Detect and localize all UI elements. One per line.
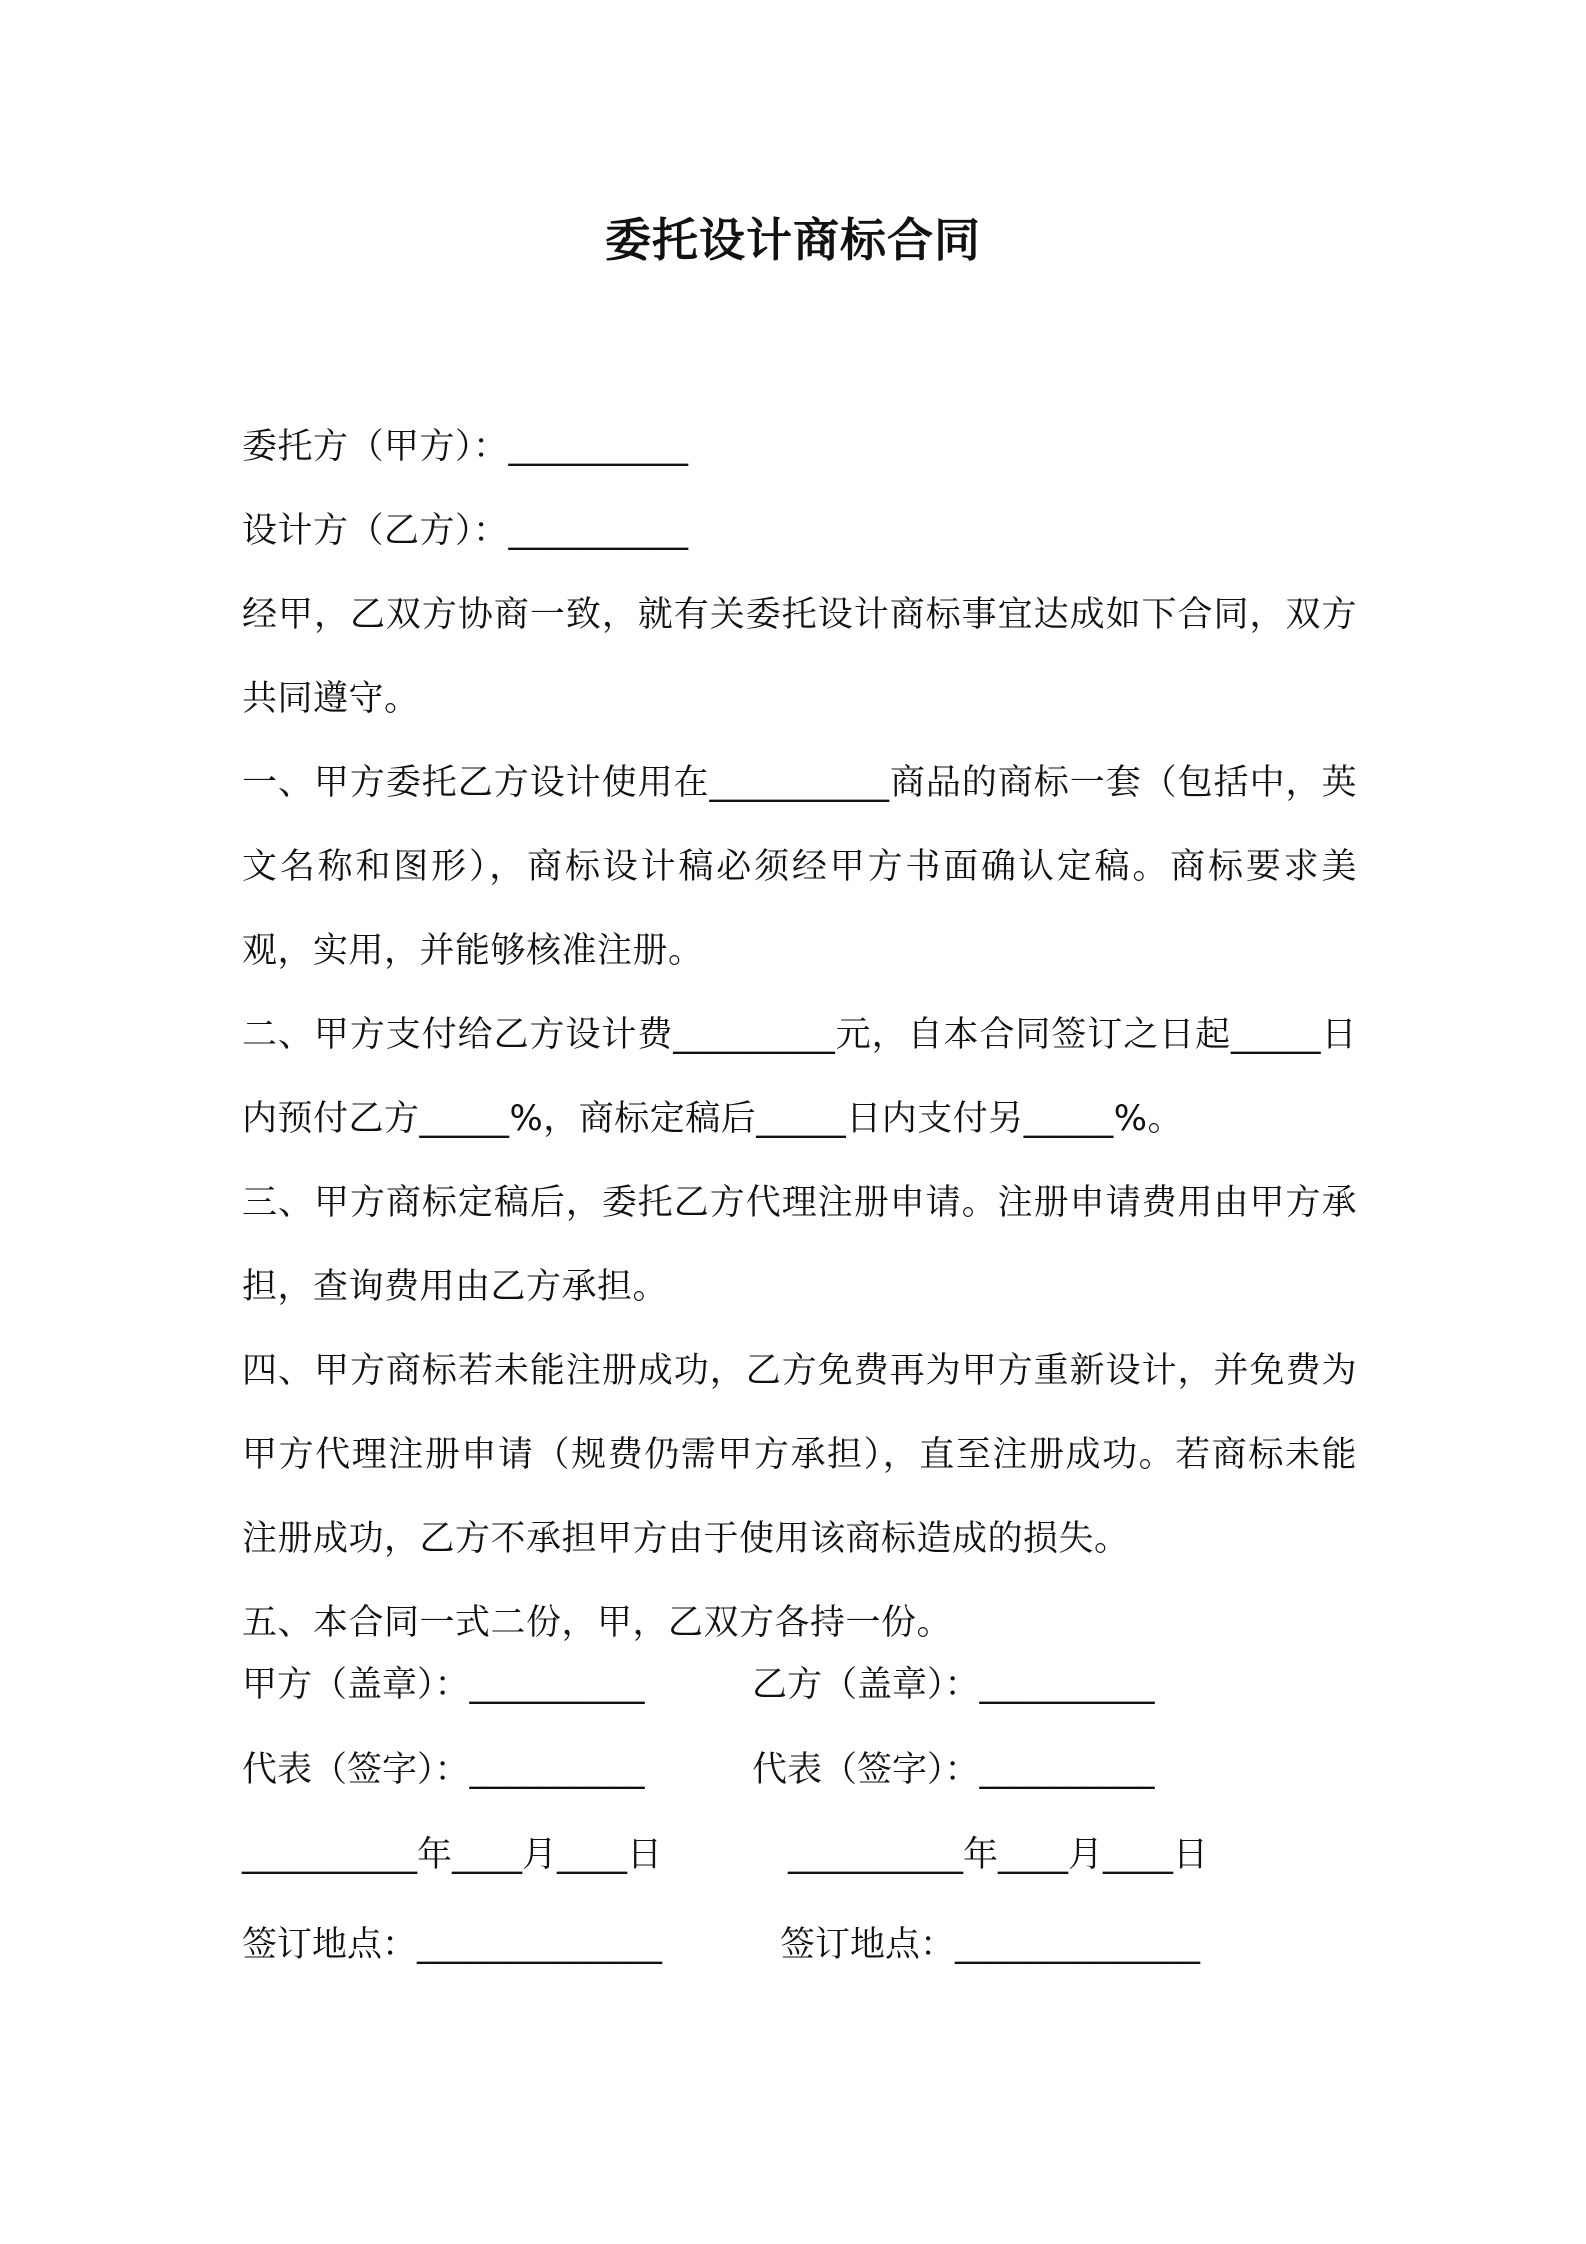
document-title: 委托设计商标合同 xyxy=(605,213,981,267)
party-a-date: __________年____月____日 xyxy=(242,1835,663,1875)
signing-place-row xyxy=(242,1915,1357,2155)
clause-4: 四、甲方商标若未能注册成功，乙方免费再为甲方重新设计，并免费为甲方代理注册申请（规费仍需甲方承担），直至注册成功。若商标未能注册成功，乙方不承担甲方由于使用该商标造成的损失。 xyxy=(242,1351,1357,1559)
party-b-date: __________年____月____日 xyxy=(788,1835,1209,1875)
clause-2: 二、甲方支付给乙方设计费_________元，自本合同签订之日起_____日内预付乙方_____%，商标定稿后_____日内支付另_____%。 xyxy=(242,1015,1357,1139)
party-b-line: 设计方（乙方）：__________ xyxy=(242,511,689,551)
party-a-seal: 甲方（盖章）：__________ xyxy=(242,1665,645,1705)
clause-5: 五、本合同一式二份，甲，乙双方各持一份。 xyxy=(242,1603,953,1643)
clause-1: 一、甲方委托乙方设计使用在__________商品的商标一套（包括中，英文名称和图形），商标设计稿必须经甲方书面确认定稿。商标要求美观，实用，并能够核准注册。 xyxy=(242,763,1357,971)
party-a-signing-place: 签订地点：______________ xyxy=(242,1925,663,1965)
party-b-signing-place: 签订地点：______________ xyxy=(780,1925,1201,1965)
party-b-seal: 乙方（盖章）：__________ xyxy=(752,1665,1155,1705)
party-b-representative: 代表（签字）：__________ xyxy=(752,1750,1155,1790)
party-a-line: 委托方（甲方）：__________ xyxy=(242,427,689,467)
document-body xyxy=(242,405,1357,1665)
party-a-representative: 代表（签字）：__________ xyxy=(242,1750,645,1790)
clause-3: 三、甲方商标定稿后，委托乙方代理注册申请。注册申请费用由甲方承担，查询费用由乙方承担。 xyxy=(242,1183,1357,1307)
preamble-paragraph: 经甲，乙双方协商一致，就有关委托设计商标事宜达成如下合同，双方共同遵守。 xyxy=(242,595,1357,719)
